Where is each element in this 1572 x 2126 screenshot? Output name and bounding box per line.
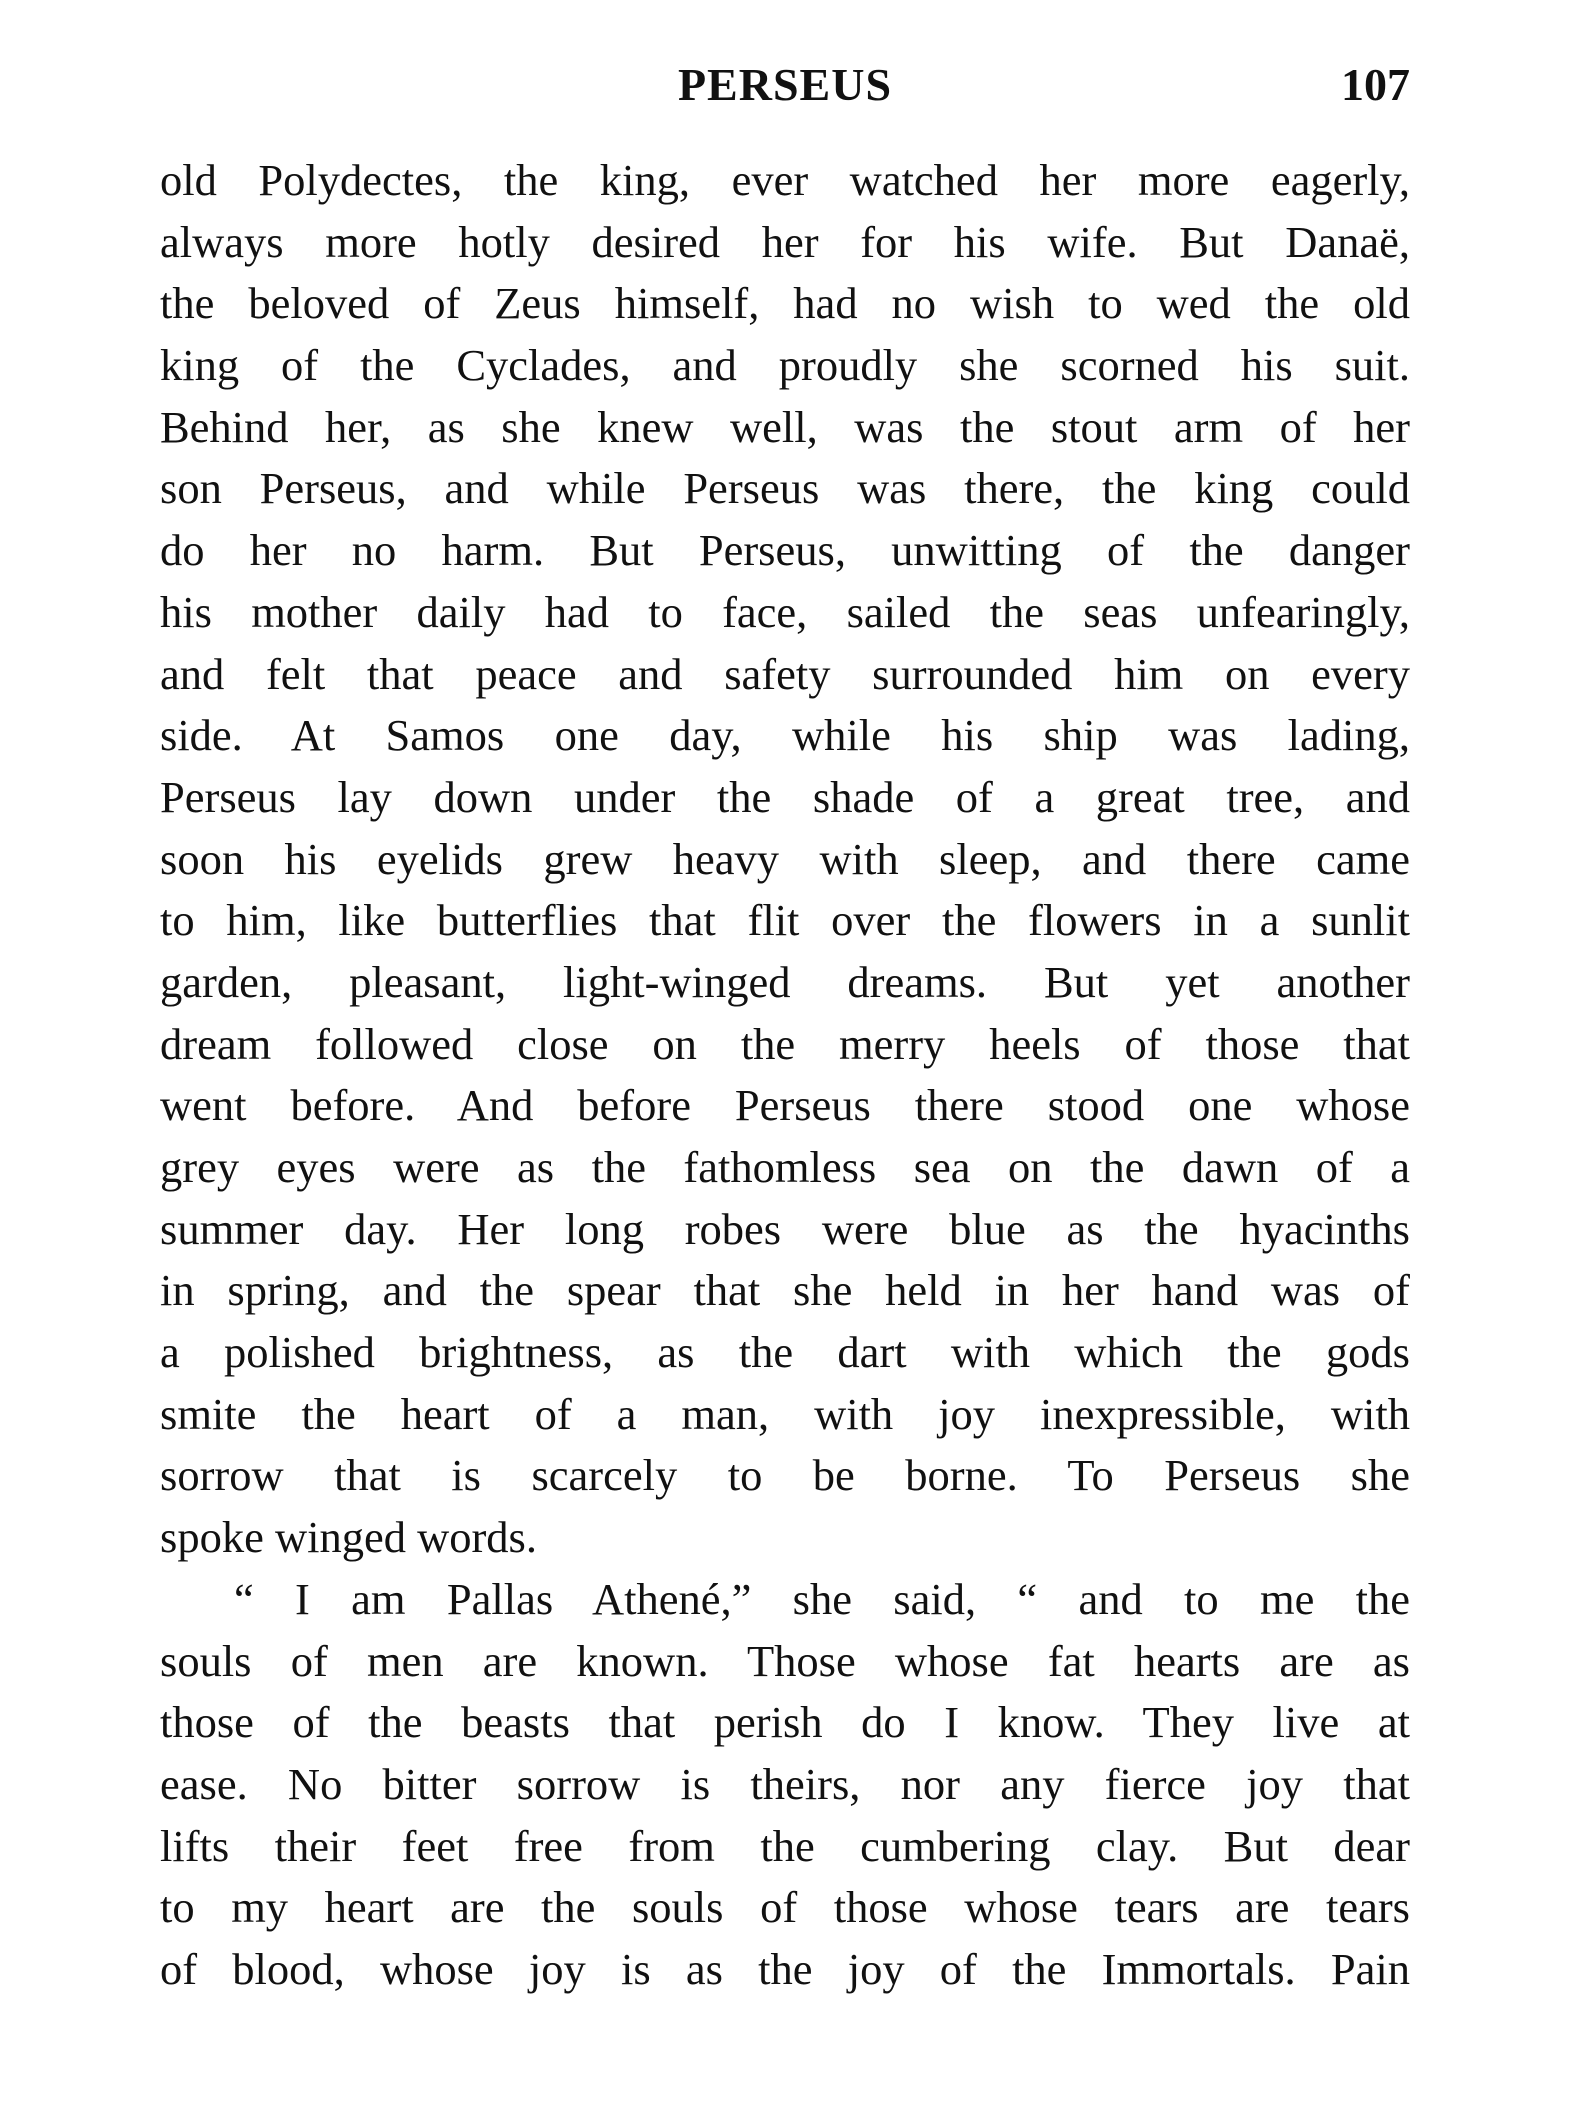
text-line: grey eyes were as the fathomless sea on the dawn of a	[160, 1142, 1410, 1192]
running-title: PERSEUS	[677, 59, 893, 110]
text-line: to him, like butterflies that flit over the flowers in a sunlit	[160, 895, 1410, 946]
text-line: those of the beasts that perish do I know. They live at	[160, 1697, 1410, 1748]
text-line: son Perseus, and while Perseus was there, the king could	[160, 463, 1410, 514]
text-line: summer day. Her long robes were blue as the hyacinths	[160, 1203, 1410, 1254]
text-line: lifts their feet free from the cumbering clay. But dear	[160, 1820, 1410, 1871]
text-line: souls of men are known. Those whose fat hearts are as	[160, 1635, 1410, 1686]
body-text	[160, 150, 1410, 2001]
text-line: Behind her, as she knew well, was the stout arm of her	[160, 401, 1410, 452]
text-line: side. At Samos one day, while his ship was lading,	[160, 710, 1410, 761]
paragraph-2	[160, 1569, 1410, 2001]
text-line: to my heart are the souls of those whose tears are tears	[160, 1882, 1410, 1933]
text-line: his mother daily had to face, sailed the seas unfearingly,	[160, 586, 1410, 637]
text-line: ease. No bitter sorrow is theirs, nor any fierce joy that	[160, 1758, 1410, 1809]
text-line: a polished brightness, as the dart with which the gods	[160, 1327, 1410, 1378]
text-line: spoke winged words.	[160, 1512, 537, 1563]
text-line: smite the heart of a man, with joy inexpressible, with	[160, 1388, 1410, 1439]
text-line: always more hotly desired her for his wife. But Danaë,	[160, 216, 1410, 267]
paragraph-1	[160, 150, 1410, 1569]
text-line: of blood, whose joy is as the joy of the Immortals. Pain	[160, 1943, 1410, 1994]
text-line: do her no harm. But Perseus, unwitting of the danger	[160, 525, 1410, 576]
text-line: old Polydectes, the king, ever watched her more eagerly,	[160, 155, 1410, 205]
text-line: garden, pleasant, light-winged dreams. But yet another	[160, 956, 1410, 1007]
text-line: dream followed close on the merry heels of those that	[160, 1018, 1410, 1069]
text-line: “ I am Pallas Athené,” she said, “ and to me the	[234, 1573, 1410, 1624]
text-line: sorrow that is scarcely to be borne. To Perseus she	[160, 1450, 1410, 1501]
text-line: soon his eyelids grew heavy with sleep, and there came	[160, 833, 1410, 884]
text-line: king of the Cyclades, and proudly she scorned his suit.	[160, 340, 1410, 391]
text-line: went before. And before Perseus there stood one whose	[160, 1080, 1410, 1131]
page-number: 107	[1341, 59, 1410, 110]
text-line: and felt that peace and safety surrounded him on every	[160, 648, 1410, 699]
text-line: in spring, and the spear that she held in her hand was of	[160, 1265, 1410, 1316]
running-head	[160, 58, 1410, 118]
text-line: Perseus lay down under the shade of a great tree, and	[160, 771, 1410, 822]
text-line: the beloved of Zeus himself, had no wish to wed the old	[160, 278, 1410, 329]
